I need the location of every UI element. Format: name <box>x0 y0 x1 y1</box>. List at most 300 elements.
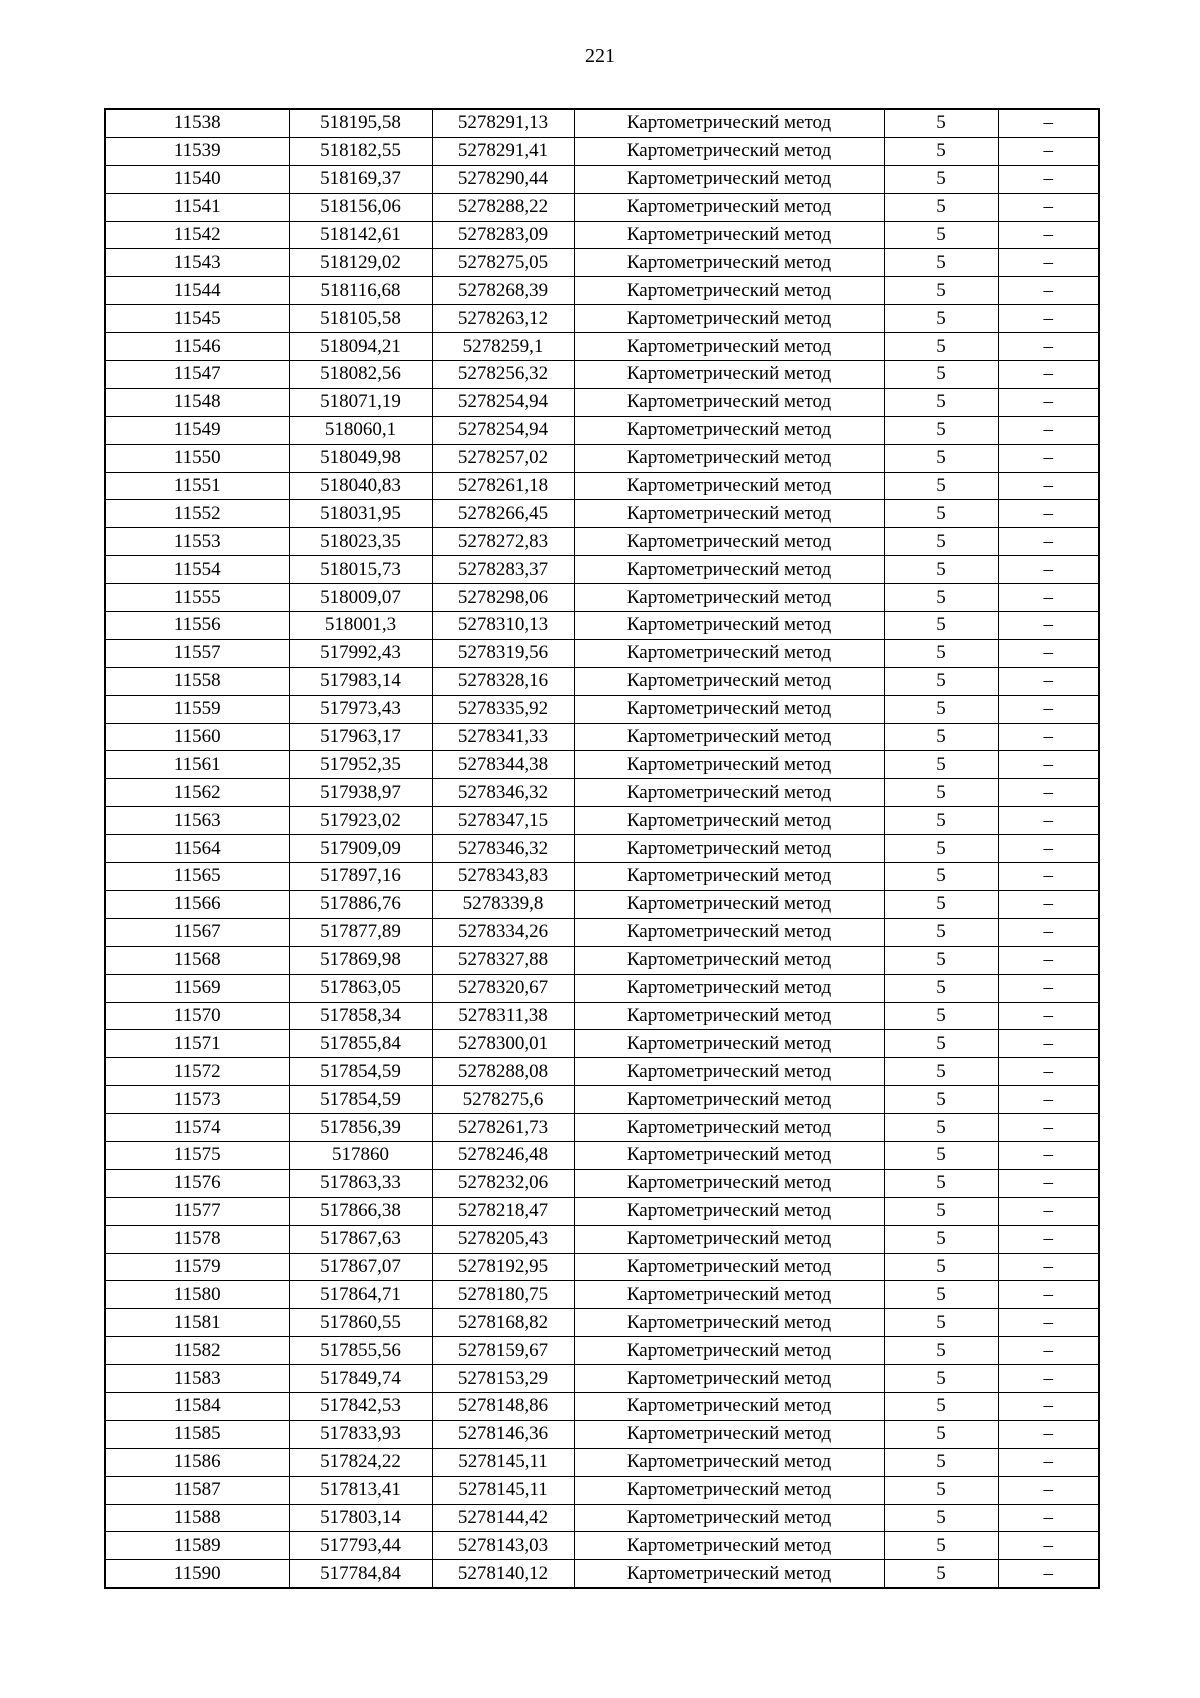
y-coordinate-cell: 5278335,92 <box>432 695 574 723</box>
x-coordinate-cell: 518060,1 <box>289 416 432 444</box>
y-coordinate-cell: 5278140,12 <box>432 1560 574 1588</box>
y-coordinate-cell: 5278261,73 <box>432 1114 574 1142</box>
description-cell: – <box>998 974 1099 1002</box>
accuracy-cell: 5 <box>884 1392 998 1420</box>
description-cell: – <box>998 249 1099 277</box>
x-coordinate-cell: 517869,98 <box>289 946 432 974</box>
description-cell: – <box>998 1560 1099 1588</box>
accuracy-cell: 5 <box>884 361 998 389</box>
method-cell: Картометрический метод <box>574 137 884 165</box>
y-coordinate-cell: 5278263,12 <box>432 305 574 333</box>
y-coordinate-cell: 5278218,47 <box>432 1197 574 1225</box>
description-cell: – <box>998 779 1099 807</box>
table-row <box>105 305 1099 333</box>
method-cell: Картометрический метод <box>574 221 884 249</box>
x-coordinate-cell: 517856,39 <box>289 1114 432 1142</box>
accuracy-cell: 5 <box>884 193 998 221</box>
accuracy-cell: 5 <box>884 835 998 863</box>
method-cell: Картометрический метод <box>574 277 884 305</box>
point-number-cell: 11569 <box>105 974 289 1002</box>
table-row <box>105 612 1099 640</box>
table-row <box>105 946 1099 974</box>
page-number: 221 <box>585 45 615 67</box>
description-cell: – <box>998 1058 1099 1086</box>
method-cell: Картометрический метод <box>574 890 884 918</box>
description-cell: – <box>998 1114 1099 1142</box>
table-row <box>105 1560 1099 1588</box>
y-coordinate-cell: 5278145,11 <box>432 1476 574 1504</box>
description-cell: – <box>998 472 1099 500</box>
table-row <box>105 584 1099 612</box>
table-row <box>105 1309 1099 1337</box>
point-number-cell: 11554 <box>105 556 289 584</box>
accuracy-cell: 5 <box>884 1281 998 1309</box>
point-number-cell: 11570 <box>105 1002 289 1030</box>
accuracy-cell: 5 <box>884 946 998 974</box>
x-coordinate-cell: 517886,76 <box>289 890 432 918</box>
table-row <box>105 444 1099 472</box>
y-coordinate-cell: 5278291,41 <box>432 137 574 165</box>
table-row <box>105 1141 1099 1169</box>
x-coordinate-cell: 517909,09 <box>289 835 432 863</box>
point-number-cell: 11551 <box>105 472 289 500</box>
method-cell: Картометрический метод <box>574 974 884 1002</box>
method-cell: Картометрический метод <box>574 416 884 444</box>
table-row <box>105 388 1099 416</box>
method-cell: Картометрический метод <box>574 1281 884 1309</box>
x-coordinate-cell: 517897,16 <box>289 863 432 891</box>
table-row <box>105 556 1099 584</box>
y-coordinate-cell: 5278257,02 <box>432 444 574 472</box>
description-cell: – <box>998 1365 1099 1393</box>
point-number-cell: 11590 <box>105 1560 289 1588</box>
y-coordinate-cell: 5278275,05 <box>432 249 574 277</box>
point-number-cell: 11572 <box>105 1058 289 1086</box>
y-coordinate-cell: 5278143,03 <box>432 1532 574 1560</box>
description-cell: – <box>998 1309 1099 1337</box>
y-coordinate-cell: 5278168,82 <box>432 1309 574 1337</box>
y-coordinate-cell: 5278148,86 <box>432 1392 574 1420</box>
method-cell: Картометрический метод <box>574 1197 884 1225</box>
method-cell: Картометрический метод <box>574 1086 884 1114</box>
method-cell: Картометрический метод <box>574 779 884 807</box>
table-row <box>105 639 1099 667</box>
table-row <box>105 1532 1099 1560</box>
x-coordinate-cell: 517860,55 <box>289 1309 432 1337</box>
table-row <box>105 221 1099 249</box>
method-cell: Картометрический метод <box>574 249 884 277</box>
y-coordinate-cell: 5278192,95 <box>432 1253 574 1281</box>
accuracy-cell: 5 <box>884 1225 998 1253</box>
y-coordinate-cell: 5278320,67 <box>432 974 574 1002</box>
description-cell: – <box>998 1448 1099 1476</box>
method-cell: Картометрический метод <box>574 1058 884 1086</box>
point-number-cell: 11546 <box>105 333 289 361</box>
description-cell: – <box>998 444 1099 472</box>
table-row <box>105 863 1099 891</box>
accuracy-cell: 5 <box>884 333 998 361</box>
method-cell: Картометрический метод <box>574 723 884 751</box>
y-coordinate-cell: 5278334,26 <box>432 918 574 946</box>
y-coordinate-cell: 5278311,38 <box>432 1002 574 1030</box>
accuracy-cell: 5 <box>884 416 998 444</box>
point-number-cell: 11566 <box>105 890 289 918</box>
method-cell: Картометрический метод <box>574 109 884 137</box>
table-row <box>105 416 1099 444</box>
y-coordinate-cell: 5278300,01 <box>432 1030 574 1058</box>
x-coordinate-cell: 518169,37 <box>289 165 432 193</box>
y-coordinate-cell: 5278298,06 <box>432 584 574 612</box>
accuracy-cell: 5 <box>884 165 998 193</box>
y-coordinate-cell: 5278327,88 <box>432 946 574 974</box>
point-number-cell: 11578 <box>105 1225 289 1253</box>
accuracy-cell: 5 <box>884 1365 998 1393</box>
description-cell: – <box>998 388 1099 416</box>
point-number-cell: 11562 <box>105 779 289 807</box>
accuracy-cell: 5 <box>884 1448 998 1476</box>
table-row <box>105 1365 1099 1393</box>
y-coordinate-cell: 5278339,8 <box>432 890 574 918</box>
accuracy-cell: 5 <box>884 863 998 891</box>
y-coordinate-cell: 5278180,75 <box>432 1281 574 1309</box>
description-cell: – <box>998 109 1099 137</box>
method-cell: Картометрический метод <box>574 946 884 974</box>
description-cell: – <box>998 695 1099 723</box>
table-row <box>105 1169 1099 1197</box>
table-row <box>105 1002 1099 1030</box>
description-cell: – <box>998 723 1099 751</box>
x-coordinate-cell: 518082,56 <box>289 361 432 389</box>
x-coordinate-cell: 517784,84 <box>289 1560 432 1588</box>
point-number-cell: 11555 <box>105 584 289 612</box>
point-number-cell: 11556 <box>105 612 289 640</box>
description-cell: – <box>998 667 1099 695</box>
method-cell: Картометрический метод <box>574 807 884 835</box>
point-number-cell: 11574 <box>105 1114 289 1142</box>
y-coordinate-cell: 5278254,94 <box>432 388 574 416</box>
table-row <box>105 1392 1099 1420</box>
accuracy-cell: 5 <box>884 1086 998 1114</box>
y-coordinate-cell: 5278347,15 <box>432 807 574 835</box>
method-cell: Картометрический метод <box>574 667 884 695</box>
table-row <box>105 1281 1099 1309</box>
y-coordinate-cell: 5278254,94 <box>432 416 574 444</box>
point-number-cell: 11558 <box>105 667 289 695</box>
table-row <box>105 835 1099 863</box>
point-number-cell: 11575 <box>105 1141 289 1169</box>
table-row <box>105 277 1099 305</box>
method-cell: Картометрический метод <box>574 1337 884 1365</box>
accuracy-cell: 5 <box>884 1476 998 1504</box>
accuracy-cell: 5 <box>884 1504 998 1532</box>
method-cell: Картометрический метод <box>574 165 884 193</box>
x-coordinate-cell: 517813,41 <box>289 1476 432 1504</box>
y-coordinate-cell: 5278153,29 <box>432 1365 574 1393</box>
x-coordinate-cell: 517973,43 <box>289 695 432 723</box>
method-cell: Картометрический метод <box>574 361 884 389</box>
y-coordinate-cell: 5278146,36 <box>432 1420 574 1448</box>
description-cell: – <box>998 1392 1099 1420</box>
y-coordinate-cell: 5278275,6 <box>432 1086 574 1114</box>
y-coordinate-cell: 5278341,33 <box>432 723 574 751</box>
description-cell: – <box>998 946 1099 974</box>
description-cell: – <box>998 1030 1099 1058</box>
y-coordinate-cell: 5278159,67 <box>432 1337 574 1365</box>
accuracy-cell: 5 <box>884 137 998 165</box>
method-cell: Картометрический метод <box>574 1030 884 1058</box>
x-coordinate-cell: 517855,84 <box>289 1030 432 1058</box>
y-coordinate-cell: 5278291,13 <box>432 109 574 137</box>
description-cell: – <box>998 361 1099 389</box>
description-cell: – <box>998 1337 1099 1365</box>
description-cell: – <box>998 835 1099 863</box>
description-cell: – <box>998 639 1099 667</box>
method-cell: Картометрический метод <box>574 1365 884 1393</box>
accuracy-cell: 5 <box>884 1420 998 1448</box>
table-row <box>105 1030 1099 1058</box>
method-cell: Картометрический метод <box>574 305 884 333</box>
x-coordinate-cell: 518116,68 <box>289 277 432 305</box>
method-cell: Картометрический метод <box>574 835 884 863</box>
method-cell: Картометрический метод <box>574 1309 884 1337</box>
method-cell: Картометрический метод <box>574 1225 884 1253</box>
x-coordinate-cell: 517867,63 <box>289 1225 432 1253</box>
x-coordinate-cell: 517803,14 <box>289 1504 432 1532</box>
y-coordinate-cell: 5278261,18 <box>432 472 574 500</box>
accuracy-cell: 5 <box>884 639 998 667</box>
method-cell: Картометрический метод <box>574 1448 884 1476</box>
accuracy-cell: 5 <box>884 1169 998 1197</box>
method-cell: Картометрический метод <box>574 751 884 779</box>
method-cell: Картометрический метод <box>574 1169 884 1197</box>
y-coordinate-cell: 5278346,32 <box>432 779 574 807</box>
accuracy-cell: 5 <box>884 1030 998 1058</box>
x-coordinate-cell: 517860 <box>289 1141 432 1169</box>
accuracy-cell: 5 <box>884 1141 998 1169</box>
method-cell: Картометрический метод <box>574 333 884 361</box>
description-cell: – <box>998 165 1099 193</box>
accuracy-cell: 5 <box>884 918 998 946</box>
accuracy-cell: 5 <box>884 779 998 807</box>
point-number-cell: 11580 <box>105 1281 289 1309</box>
method-cell: Картометрический метод <box>574 556 884 584</box>
table-body <box>105 109 1099 1588</box>
accuracy-cell: 5 <box>884 1114 998 1142</box>
accuracy-cell: 5 <box>884 249 998 277</box>
x-coordinate-cell: 517992,43 <box>289 639 432 667</box>
x-coordinate-cell: 518094,21 <box>289 333 432 361</box>
x-coordinate-cell: 517938,97 <box>289 779 432 807</box>
table-row <box>105 1253 1099 1281</box>
x-coordinate-cell: 518015,73 <box>289 556 432 584</box>
method-cell: Картометрический метод <box>574 863 884 891</box>
accuracy-cell: 5 <box>884 472 998 500</box>
table-row <box>105 528 1099 556</box>
method-cell: Картометрический метод <box>574 584 884 612</box>
method-cell: Картометрический метод <box>574 695 884 723</box>
table-row <box>105 751 1099 779</box>
x-coordinate-cell: 517877,89 <box>289 918 432 946</box>
table-row <box>105 695 1099 723</box>
point-number-cell: 11539 <box>105 137 289 165</box>
point-number-cell: 11553 <box>105 528 289 556</box>
x-coordinate-cell: 517867,07 <box>289 1253 432 1281</box>
y-coordinate-cell: 5278319,56 <box>432 639 574 667</box>
accuracy-cell: 5 <box>884 1560 998 1588</box>
table-row <box>105 1448 1099 1476</box>
method-cell: Картометрический метод <box>574 918 884 946</box>
x-coordinate-cell: 518195,58 <box>289 109 432 137</box>
y-coordinate-cell: 5278283,09 <box>432 221 574 249</box>
x-coordinate-cell: 518009,07 <box>289 584 432 612</box>
point-number-cell: 11547 <box>105 361 289 389</box>
coordinates-table <box>104 108 1100 1589</box>
x-coordinate-cell: 517849,74 <box>289 1365 432 1393</box>
accuracy-cell: 5 <box>884 584 998 612</box>
accuracy-cell: 5 <box>884 890 998 918</box>
table-row <box>105 1086 1099 1114</box>
description-cell: – <box>998 807 1099 835</box>
point-number-cell: 11563 <box>105 807 289 835</box>
y-coordinate-cell: 5278288,08 <box>432 1058 574 1086</box>
description-cell: – <box>998 500 1099 528</box>
x-coordinate-cell: 517824,22 <box>289 1448 432 1476</box>
y-coordinate-cell: 5278310,13 <box>432 612 574 640</box>
point-number-cell: 11544 <box>105 277 289 305</box>
y-coordinate-cell: 5278246,48 <box>432 1141 574 1169</box>
table-row <box>105 1337 1099 1365</box>
table-row <box>105 500 1099 528</box>
accuracy-cell: 5 <box>884 807 998 835</box>
point-number-cell: 11576 <box>105 1169 289 1197</box>
method-cell: Картометрический метод <box>574 1532 884 1560</box>
x-coordinate-cell: 518071,19 <box>289 388 432 416</box>
method-cell: Картометрический метод <box>574 193 884 221</box>
table-row <box>105 137 1099 165</box>
x-coordinate-cell: 517858,34 <box>289 1002 432 1030</box>
method-cell: Картометрический метод <box>574 1560 884 1588</box>
x-coordinate-cell: 517952,35 <box>289 751 432 779</box>
method-cell: Картометрический метод <box>574 500 884 528</box>
accuracy-cell: 5 <box>884 1337 998 1365</box>
table-row <box>105 193 1099 221</box>
accuracy-cell: 5 <box>884 1197 998 1225</box>
accuracy-cell: 5 <box>884 528 998 556</box>
table-row <box>105 1197 1099 1225</box>
x-coordinate-cell: 518129,02 <box>289 249 432 277</box>
x-coordinate-cell: 517842,53 <box>289 1392 432 1420</box>
accuracy-cell: 5 <box>884 305 998 333</box>
x-coordinate-cell: 517863,33 <box>289 1169 432 1197</box>
x-coordinate-cell: 518105,58 <box>289 305 432 333</box>
table-row <box>105 472 1099 500</box>
method-cell: Картометрический метод <box>574 639 884 667</box>
point-number-cell: 11579 <box>105 1253 289 1281</box>
point-number-cell: 11545 <box>105 305 289 333</box>
x-coordinate-cell: 518142,61 <box>289 221 432 249</box>
point-number-cell: 11588 <box>105 1504 289 1532</box>
description-cell: – <box>998 1086 1099 1114</box>
description-cell: – <box>998 556 1099 584</box>
table-row <box>105 165 1099 193</box>
method-cell: Картометрический метод <box>574 528 884 556</box>
point-number-cell: 11541 <box>105 193 289 221</box>
description-cell: – <box>998 863 1099 891</box>
description-cell: – <box>998 277 1099 305</box>
point-number-cell: 11548 <box>105 388 289 416</box>
table-row <box>105 333 1099 361</box>
y-coordinate-cell: 5278145,11 <box>432 1448 574 1476</box>
point-number-cell: 11564 <box>105 835 289 863</box>
x-coordinate-cell: 517793,44 <box>289 1532 432 1560</box>
description-cell: – <box>998 751 1099 779</box>
x-coordinate-cell: 517854,59 <box>289 1086 432 1114</box>
description-cell: – <box>998 890 1099 918</box>
table-row <box>105 1476 1099 1504</box>
x-coordinate-cell: 518049,98 <box>289 444 432 472</box>
y-coordinate-cell: 5278344,38 <box>432 751 574 779</box>
table-row <box>105 974 1099 1002</box>
accuracy-cell: 5 <box>884 277 998 305</box>
method-cell: Картометрический метод <box>574 388 884 416</box>
method-cell: Картометрический метод <box>574 444 884 472</box>
x-coordinate-cell: 518156,06 <box>289 193 432 221</box>
accuracy-cell: 5 <box>884 723 998 751</box>
table-row <box>105 361 1099 389</box>
accuracy-cell: 5 <box>884 221 998 249</box>
y-coordinate-cell: 5278288,22 <box>432 193 574 221</box>
description-cell: – <box>998 416 1099 444</box>
table-row <box>105 249 1099 277</box>
table-row <box>105 1420 1099 1448</box>
point-number-cell: 11571 <box>105 1030 289 1058</box>
accuracy-cell: 5 <box>884 109 998 137</box>
accuracy-cell: 5 <box>884 556 998 584</box>
description-cell: – <box>998 1420 1099 1448</box>
table-row <box>105 807 1099 835</box>
point-number-cell: 11543 <box>105 249 289 277</box>
description-cell: – <box>998 584 1099 612</box>
x-coordinate-cell: 517923,02 <box>289 807 432 835</box>
x-coordinate-cell: 518040,83 <box>289 472 432 500</box>
description-cell: – <box>998 1476 1099 1504</box>
point-number-cell: 11542 <box>105 221 289 249</box>
point-number-cell: 11549 <box>105 416 289 444</box>
y-coordinate-cell: 5278266,45 <box>432 500 574 528</box>
y-coordinate-cell: 5278328,16 <box>432 667 574 695</box>
method-cell: Картометрический метод <box>574 472 884 500</box>
table-row <box>105 667 1099 695</box>
accuracy-cell: 5 <box>884 695 998 723</box>
description-cell: – <box>998 1281 1099 1309</box>
description-cell: – <box>998 528 1099 556</box>
description-cell: – <box>998 1225 1099 1253</box>
table-row <box>105 779 1099 807</box>
table-row <box>105 890 1099 918</box>
description-cell: – <box>998 305 1099 333</box>
table-row <box>105 1225 1099 1253</box>
point-number-cell: 11577 <box>105 1197 289 1225</box>
x-coordinate-cell: 517866,38 <box>289 1197 432 1225</box>
y-coordinate-cell: 5278272,83 <box>432 528 574 556</box>
point-number-cell: 11585 <box>105 1420 289 1448</box>
point-number-cell: 11581 <box>105 1309 289 1337</box>
description-cell: – <box>998 193 1099 221</box>
accuracy-cell: 5 <box>884 612 998 640</box>
description-cell: – <box>998 1141 1099 1169</box>
description-cell: – <box>998 1169 1099 1197</box>
accuracy-cell: 5 <box>884 388 998 416</box>
